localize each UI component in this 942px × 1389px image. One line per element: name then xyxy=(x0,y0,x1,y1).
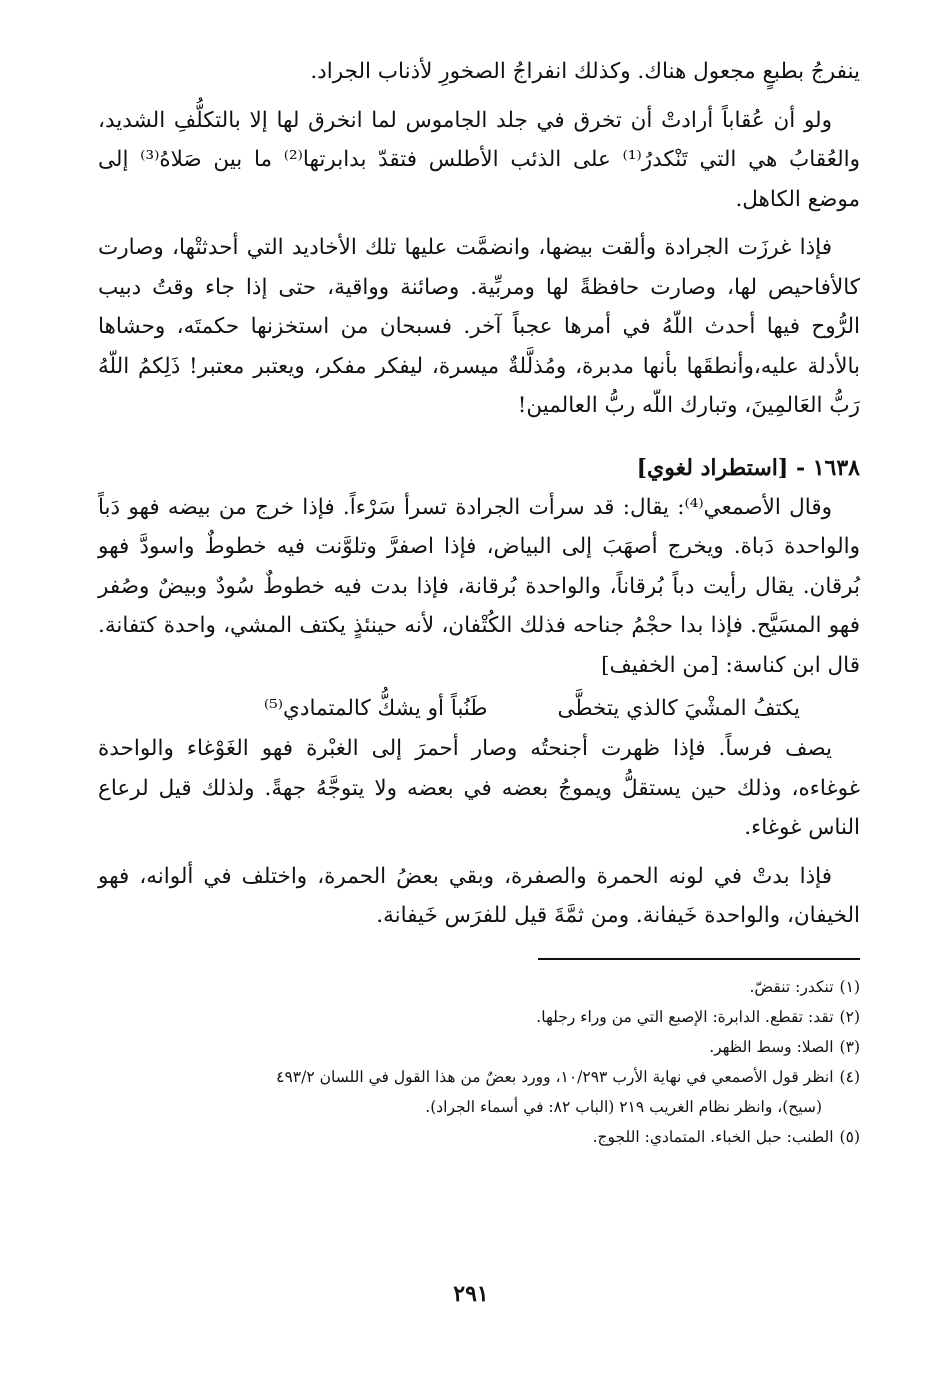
footnote-number: (٤) xyxy=(839,1067,860,1086)
footnote-number: (٥) xyxy=(839,1127,860,1146)
verse-first-hemistich: يكتفُ المشْيَ كالذي يتخطَّى xyxy=(557,696,800,721)
footnote-3 xyxy=(98,1032,860,1062)
paragraph-asmai: وقال الأصمعي⁽⁴⁾: يقال: قد سرأت الجرادة تسرأ سَرْءاً. فإذا خرج من بيضه فهو دَباً والواحدة دَباة. ويخرج أصهَبَ إلى البياض، فإذا اصفرَّ وتلوَّنت فيه خطوطٌ واسودَّ فهو بُرقان. يقال رأيت دباً بُرقاناً، والواحدة بُرقانة، فإذا بدت فيه خطوطٌ سُودٌ وبيضٌ وصُفر فهو المسَيَّح. فإذا بدا حجْمُ جناحه فذلك الكُتْفان، لأنه حينئذٍ يكتف المشي، واحدة كتفانة. قال ابن كناسة: [من الخفيف] xyxy=(98,494,860,678)
page-number: ٢٩١ xyxy=(453,1281,489,1307)
footnotes xyxy=(98,972,860,1152)
paragraph-locust-eggs: فإذا غرزَت الجرادة وألقت بيضها، وانضمَّت عليها تلك الأخاديد التي أحدثتْها، وصارت كالأفاحيص لها، وصارت حافظةً لها ومربِّية. وصائنة وواقية، حتى إذا جاء وقتُ دبيب الرُّوح فيها أحدث اللّهُ في أمرها عجباً آخر. فسبحان من استخزنها حكمتَه، وحشاها بالأدلة عليه،وأنطقَها بأنها مدبرة، ومُذلَّلةٌ ميسرة، ليفكر مفكر، ويعتبر معتبر! ذَلِكمُ اللّهُ رَبُّ العَالمِينَ، وتبارك اللّه ربُّ العالمين! xyxy=(98,235,860,418)
footnote-text: تنكدر: تنقضّ. xyxy=(749,977,834,996)
section-heading: ١٦٣٨ - [استطراد لغوي] xyxy=(636,454,860,481)
footnote-text: الطنب: حبل الخباء. المتمادي: اللجوج. xyxy=(592,1127,834,1146)
paragraph-opening: ينفرجُ بطبعٍ مجعول هناك. وكذلك انفراجُ الصخورِ لأذناب الجراد. xyxy=(310,59,860,84)
page-body xyxy=(98,52,860,1152)
verse-second-hemistich: طَنُباً أو يشكُّ كالمتمادي⁽⁵⁾ xyxy=(263,696,488,721)
footnote-text: تقد: تقطع. الدابرة: الإصبع التي من وراء رجلها. xyxy=(536,1007,834,1026)
footnote-number: (١) xyxy=(839,977,860,996)
footnote-number: (٢) xyxy=(839,1007,860,1026)
poem-verse xyxy=(98,689,860,729)
footnote-text: الصلا: وسط الظهر. xyxy=(709,1037,834,1056)
footnote-2 xyxy=(98,1002,860,1032)
footnote-separator xyxy=(538,958,860,960)
footnote-1 xyxy=(98,972,860,1002)
paragraph-ghawgha: يصف فرساً. فإذا ظهرت أجنحتُه وصار أحمرَ إلى الغبْرة فهو الغَوْغاء والواحدة غوغاءه، وذلك حين يستقلُّ ويموجُ بعضه في بعضه ولا يتوجَّهُ جهةً. ولذلك قيل لرعاع الناس غوغاء. xyxy=(98,736,860,840)
footnote-number: (٣) xyxy=(839,1037,860,1056)
footnote-4 xyxy=(98,1062,860,1092)
footnote-5 xyxy=(98,1122,860,1152)
paragraph-khayfan: فإذا بدتْ في لونه الحمرة والصفرة، وبقي بعضُ الحمرة، واختلف في ألوانه، فهو الخيفان، والواحدة خَيفانة. ومن ثمَّةَ قيل للفرَس خَيفانة. xyxy=(98,863,860,928)
footnote-4-continuation: (سيح)، وانظر نظام الغريب ٢١٩ (الباب ٨٢: في أسماء الجراد). xyxy=(425,1097,822,1116)
footnote-text: انظر قول الأصمعي في نهاية الأرب ١٠/٢٩٣، وورد بعضٌ من هذا القول في اللسان ٤٩٣/٢ xyxy=(276,1067,834,1086)
paragraph-eagle: ولو أن عُقاباً أرادتْ أن تخرق في جلد الجاموس لما انخرق لها إلا بالتكلُّفِ الشديد، والعُقابُ هي التي تَنْكدرُ⁽¹⁾ على الذئب الأطلس فتقدّ بدابرتها⁽²⁾ ما بين صَلاهُ⁽³⁾ إلى موضع الكاهل. xyxy=(98,107,860,212)
